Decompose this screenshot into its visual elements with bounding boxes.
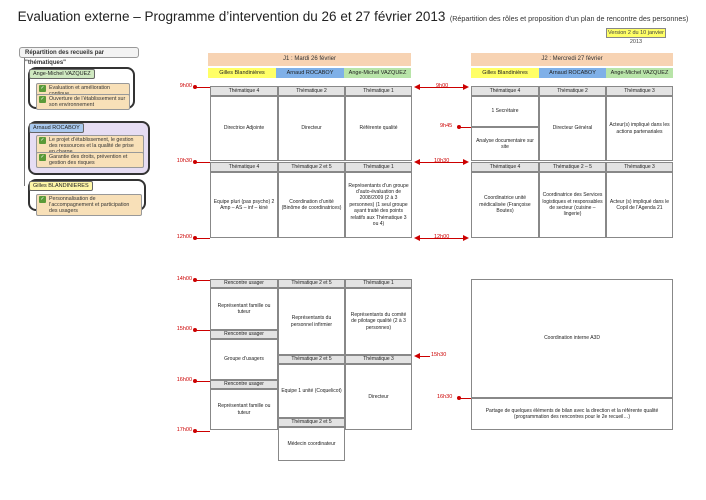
j2-morning-cell-2: Directeur Général [539, 96, 606, 161]
legend-item: ✓ Evaluation et amélioration [36, 83, 130, 99]
time-dot [457, 125, 461, 129]
time-dot [457, 396, 461, 400]
j2-header: J2 : Mercredi 27 février [471, 53, 673, 66]
legend-title: Répartition des recueils par "thématiques" [19, 47, 139, 58]
theme-icon: ✓ [40, 96, 45, 102]
title-subtitle: (Répartition des rôles et proposition d’un plan de rencontre des personnes) [449, 14, 689, 23]
j2-midday-th-3: Thématique 3 [606, 162, 673, 172]
j1-morning-th-1: Thématique 4 [210, 86, 278, 96]
j1-midday-th-3: Thématique 1 [345, 162, 412, 172]
legend-person-rocaboy: Arnaud ROCABOY [29, 123, 84, 133]
j1-morning-cell-3: Référente qualité [345, 96, 412, 161]
time-dot [193, 85, 197, 89]
j1-morning-th-3: Thématique 1 [345, 86, 412, 96]
arrow-left-icon [414, 159, 420, 165]
time-15h30: 15h30 [431, 352, 447, 358]
time-dot [193, 236, 197, 240]
j1-pm-c2-cell-2: Equipe 1 unité (Coquelicot) [278, 364, 345, 418]
j2-morning-cell-1a: 1 Secrétaire [471, 96, 539, 127]
arrow-right-icon [463, 84, 469, 90]
j2-midday-cell-3: Acteur (s) impliqué dans le Copil de l’Agenda 21 [606, 172, 673, 238]
time-9h00-j2: 9h00 [436, 83, 449, 89]
time-dot [193, 278, 197, 282]
j2-pm-top-cell: Coordination interne A3D [471, 279, 673, 398]
j2-morning-th-1: Thématique 4 [471, 86, 539, 96]
time-10h30-j1: 10h30 [176, 158, 192, 164]
j1-pm-c1-th-3: Rencontre usager [210, 380, 278, 389]
j1-person-ange: Ange-Michel VAZQUEZ [344, 68, 411, 78]
j1-person-gilles: Gilles Blandinières [208, 68, 276, 78]
time-10h30-j2: 10h30 [434, 158, 450, 164]
time-14h00: 14h00 [176, 276, 192, 282]
arrow-left-icon [414, 353, 420, 359]
arrow-left-icon [414, 84, 420, 90]
j2-morning-th-2: Thématique 2 [539, 86, 606, 96]
time-dot [193, 160, 197, 164]
j1-midday-th-1: Thématique 4 [210, 162, 278, 172]
j2-midday-th-1: Thématique 4 [471, 162, 539, 172]
j2-midday-th-2: Thématique 2 – 5 [539, 162, 606, 172]
time-16h30: 16h30 [437, 394, 453, 400]
j1-midday-th-2: Thématique 2 et 5 [278, 162, 345, 172]
j1-morning-th-2: Thématique 2 [278, 86, 345, 96]
arrow-right-icon [463, 235, 469, 241]
j2-pm-bottom-cell: Partage de quelques éléments de bilan avec la direction et la référente qualité (programmation des rencontres pour le 2e recueil…) [471, 398, 673, 430]
j2-morning-th-3: Thématique 3 [606, 86, 673, 96]
j1-pm-c2-th-2: Thématique 2 et 5 [278, 355, 345, 364]
j2-midday-cell-2: Coordinatrice des Services logistiques et responsables de secteur (cuisine – lingerie) [539, 172, 606, 238]
legend-item: ✓ Garantie des droits, prévention et gestion des risques [36, 152, 144, 168]
j1-morning-cell-1: Directrice Adjointe [210, 96, 278, 161]
j1-pm-c3-cell-2: Directeur [345, 364, 412, 430]
legend-item: ✓ Ouverture de l’établissement sur son environnement [36, 94, 130, 110]
j1-pm-c3-cell-1: Représentants du comité de pilotage qualité (2 à 3 personnes) [345, 288, 412, 355]
time-9h45: 9h45 [440, 123, 453, 129]
j1-midday-cell-1: Equipe pluri (pas psycho) 2 Amp – AS – inf – kiné [210, 172, 278, 238]
j1-pm-c1-cell-3: Représentant famille ou tuteur [210, 389, 278, 430]
j1-pm-c2-cell-1: Représentants du personnel infirmier [278, 288, 345, 355]
j2-person-gilles: Gilles Blandinières [471, 68, 539, 78]
j2-morning-cell-3: Acteur(s) impliqué dans les actions partenariales [606, 96, 673, 161]
j1-pm-c3-th-2: Thématique 3 [345, 355, 412, 364]
j2-midday-cell-1: Coordinatrice unité médicalisée (Françoise Boutes) [471, 172, 539, 238]
theme-icon: ✓ [40, 154, 45, 160]
time-17h00: 17h00 [176, 427, 192, 433]
j1-midday-cell-2: Coordination d’unité (Binôme de coordinatrices) [278, 172, 345, 238]
time-dot [193, 379, 197, 383]
j1-pm-c2-th-3: Thématique 2 et 5 [278, 418, 345, 427]
j1-pm-c1-cell-2: Groupe d’usagers [210, 339, 278, 380]
theme-icon: ✓ [40, 137, 45, 143]
j1-pm-c2-cell-3: Médecin coordinateur [278, 427, 345, 461]
page-title [0, 8, 706, 26]
j1-midday-cell-3: Représentants d’un groupe d’auto-évaluation de 2008/2009 (2 à 3 personnes) (1 seul groupe ayant traité des points relatifs aux Thématique 3 ou 4) [345, 172, 412, 238]
legend-person-blandinieres: Gilles BLANDINIERES [29, 181, 93, 191]
arrow-left-icon [414, 235, 420, 241]
j1-person-arnaud: Arnaud ROCABOY [276, 68, 344, 78]
theme-icon: ✓ [40, 85, 45, 91]
time-9h00-j1: 9h00 [179, 83, 192, 89]
legend-connector [24, 58, 25, 186]
j1-header: J1 : Mardi 26 février [208, 53, 411, 66]
j2-morning-cell-1b: Analyse documentaire sur site [471, 127, 539, 161]
time-12h00-j1: 12h00 [176, 234, 192, 240]
j1-pm-c3-th-1: Thématique 1 [345, 279, 412, 288]
arrow-right-icon [463, 159, 469, 165]
time-12h00-j2: 12h00 [434, 234, 450, 240]
j1-pm-c1-cell-1: Représentant famille ou tuteur [210, 288, 278, 330]
j1-pm-c2-th-1: Thématique 2 et 5 [278, 279, 345, 288]
legend-person-vazquez: Ange-Michel VAZQUEZ [29, 69, 95, 79]
time-dot [193, 429, 197, 433]
legend-item: ✓ Le projet d’établissement, le gestion des ressources et la qualité de prise [36, 135, 144, 157]
time-dot [193, 328, 197, 332]
legend-item: ✓ Personnalisation de l’accompagnement et participation des usagers [36, 194, 142, 216]
title-main: Evaluation externe – Programme d’intervention du 26 et 27 février 2013 [17, 9, 446, 24]
j1-pm-c1-th-2: Rencontre usager [210, 330, 278, 339]
j2-person-arnaud: Arnaud ROCABOY [539, 68, 606, 78]
theme-icon: ✓ [40, 196, 45, 202]
time-16h00: 16h00 [176, 377, 192, 383]
j1-pm-c1-th-1: Rencontre usager [210, 279, 278, 288]
j1-morning-cell-2: Directeur [278, 96, 345, 161]
time-15h00: 15h00 [176, 326, 192, 332]
version-badge: Version 2 du 10 janvier 2013 [606, 28, 666, 38]
j2-person-ange: Ange-Michel VAZQUEZ [606, 68, 673, 78]
